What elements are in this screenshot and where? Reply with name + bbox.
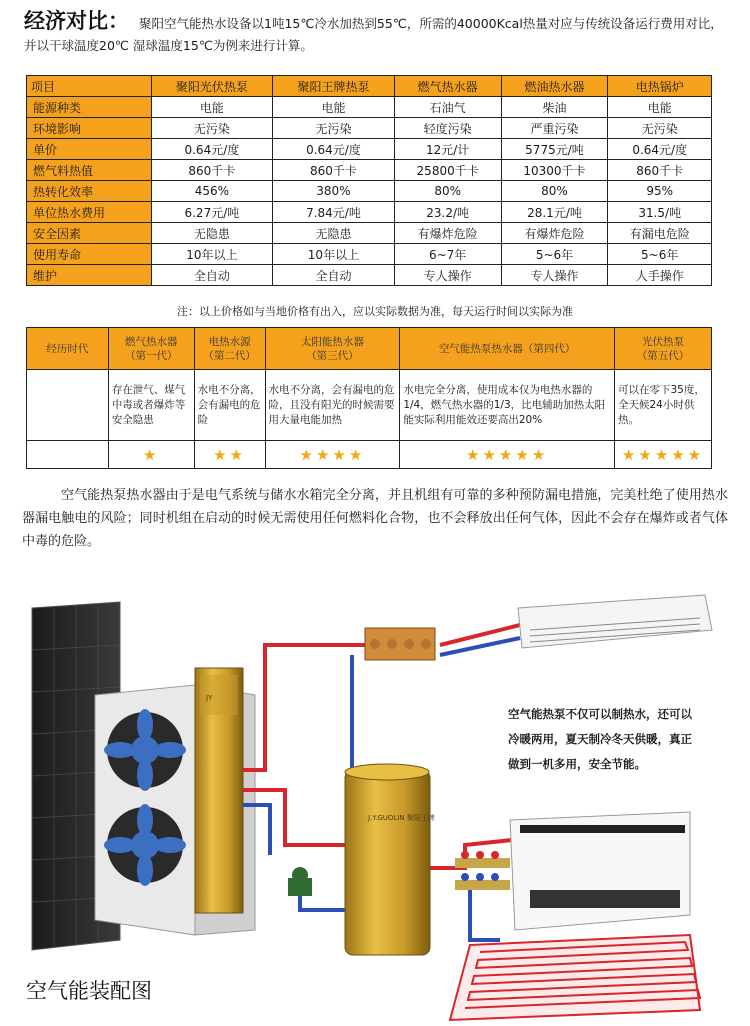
table-cell: 无污染 bbox=[608, 118, 712, 139]
table-cell: 31.5/吨 bbox=[608, 202, 712, 223]
table-cell: 0.64元/度 bbox=[151, 139, 273, 160]
table-cell: 25800千卡 bbox=[394, 160, 501, 181]
generation-header-row bbox=[27, 328, 712, 370]
generation-header bbox=[400, 328, 615, 370]
wall-fan-coil-icon bbox=[510, 812, 690, 930]
table-cell: 7.84元/吨 bbox=[273, 202, 395, 223]
era-header: 经历时代 bbox=[27, 328, 109, 370]
table-row bbox=[27, 202, 712, 223]
table-cell: 6~7年 bbox=[394, 244, 501, 265]
manifold-top-icon bbox=[365, 628, 435, 660]
table-cell: 无隐患 bbox=[273, 223, 395, 244]
table-row bbox=[27, 223, 712, 244]
generation-number: （第三代） bbox=[306, 349, 359, 362]
circulation-pump-icon bbox=[288, 867, 312, 896]
table-cell: 80% bbox=[501, 181, 608, 202]
table-cell: 10年以上 bbox=[273, 244, 395, 265]
row-label: 热转化效率 bbox=[27, 181, 152, 202]
table-cell: 无污染 bbox=[151, 118, 273, 139]
table-cell: 严重污染 bbox=[501, 118, 608, 139]
table-row bbox=[27, 160, 712, 181]
table-cell: 6.27元/吨 bbox=[151, 202, 273, 223]
column-header: 聚阳王牌热泵 bbox=[273, 76, 395, 97]
intro-text: 聚阳空气能热水设备以1吨15℃冷水加热到55℃，所需的40000Kcal热量对应与传统设备运行费用对比，并以干球温度20℃ 湿球温度15℃为例来进行计算。 bbox=[24, 16, 723, 53]
table-cell: 860千卡 bbox=[151, 160, 273, 181]
unit-brand-label: JY bbox=[206, 694, 213, 702]
diagram-callout: 空气能热泵不仅可以制热水，还可以冷暖两用，夏天制冷冬天供暖，真正做到一机多用，安全节能。 bbox=[508, 707, 692, 771]
column-header: 燃油热水器 bbox=[501, 76, 608, 97]
column-header: 项目 bbox=[27, 76, 152, 97]
table-cell: 95% bbox=[608, 181, 712, 202]
star-rating-icon: ★★★★★ bbox=[400, 441, 615, 469]
row-label: 维护 bbox=[27, 265, 152, 286]
table-cell: 石油气 bbox=[394, 97, 501, 118]
empty-cell bbox=[27, 441, 109, 469]
table-row bbox=[27, 244, 712, 265]
generation-header bbox=[194, 328, 265, 370]
row-label: 单位热水费用 bbox=[27, 202, 152, 223]
generation-stars-row bbox=[27, 441, 712, 469]
row-label: 安全因素 bbox=[27, 223, 152, 244]
table-cell: 860千卡 bbox=[273, 160, 395, 181]
water-tank-icon bbox=[345, 764, 435, 955]
table-row bbox=[27, 97, 712, 118]
section-heading: 经济对比： bbox=[24, 9, 129, 33]
generation-number: （第一代） bbox=[124, 349, 178, 362]
column-header: 燃气热水器 bbox=[394, 76, 501, 97]
table-cell: 80% bbox=[394, 181, 501, 202]
table-cell: 28.1元/吨 bbox=[501, 202, 608, 223]
generation-description: 存在泄气、煤气中毒或者爆炸等安全隐患 bbox=[108, 370, 194, 441]
cost-comparison-table bbox=[26, 75, 712, 286]
star-rating-icon: ★ bbox=[108, 441, 194, 469]
heat-pump-main-unit-icon bbox=[195, 668, 243, 913]
generation-header bbox=[614, 328, 711, 370]
table-cell: 5~6年 bbox=[501, 244, 608, 265]
ceiling-fan-coil-icon bbox=[518, 595, 712, 648]
table-row bbox=[27, 139, 712, 160]
table-row bbox=[27, 265, 712, 286]
generation-description: 水电不分离，会有漏电的危险 bbox=[194, 370, 265, 441]
generation-title: 空气能热泵热水器（第四代） bbox=[438, 342, 576, 355]
generation-table bbox=[26, 327, 712, 469]
table-cell: 10300千卡 bbox=[501, 160, 608, 181]
body-paragraph: 空气能热泵热水器由于是电气系统与储水水箱完全分离，并且机组有可靠的多种预防漏电措施，完美杜绝了使用热水器漏电触电的风险；同时机组在启动的时候无需使用任何燃料化合物，也不会释放出任何气体，因此不会存在爆炸或者气体中毒的危险。 bbox=[22, 488, 728, 549]
table-header-row bbox=[27, 76, 712, 97]
assembly-illustration bbox=[0, 590, 750, 1022]
table-cell: 860千卡 bbox=[608, 160, 712, 181]
column-header: 聚阳光伏热泵 bbox=[151, 76, 273, 97]
row-label: 使用寿命 bbox=[27, 244, 152, 265]
table-cell: 电能 bbox=[151, 97, 273, 118]
row-label: 单价 bbox=[27, 139, 152, 160]
table-cell: 无污染 bbox=[273, 118, 395, 139]
table-cell: 专人操作 bbox=[394, 265, 501, 286]
intro-section bbox=[24, 10, 730, 57]
empty-cell bbox=[27, 370, 109, 441]
table-cell: 23.2/吨 bbox=[394, 202, 501, 223]
table-cell: 有爆炸危险 bbox=[394, 223, 501, 244]
table-cell: 12元/计 bbox=[394, 139, 501, 160]
row-label: 能源种类 bbox=[27, 97, 152, 118]
floor-manifold-icon bbox=[455, 851, 510, 890]
table-cell: 0.64元/度 bbox=[273, 139, 395, 160]
table-cell: 电能 bbox=[273, 97, 395, 118]
table-cell: 456% bbox=[151, 181, 273, 202]
table-cell: 柴油 bbox=[501, 97, 608, 118]
table-cell: 电能 bbox=[608, 97, 712, 118]
generation-title: 电热水源 bbox=[208, 335, 251, 348]
generation-header bbox=[265, 328, 400, 370]
row-label: 环境影响 bbox=[27, 118, 152, 139]
generation-number: （第五代） bbox=[636, 349, 690, 362]
generation-title: 燃气热水器 bbox=[124, 335, 178, 348]
table-cell: 10年以上 bbox=[151, 244, 273, 265]
table-cell: 无隐患 bbox=[151, 223, 273, 244]
generation-header bbox=[108, 328, 194, 370]
diagram-caption: 空气能装配图 bbox=[26, 979, 152, 1003]
table-cell: 全自动 bbox=[151, 265, 273, 286]
generation-title: 光伏热泵 bbox=[641, 335, 684, 348]
generation-description: 可以在零下35度，全天候24小时供热。 bbox=[614, 370, 711, 441]
table-cell: 0.64元/度 bbox=[608, 139, 712, 160]
table-cell: 5~6年 bbox=[608, 244, 712, 265]
table-cell: 全自动 bbox=[273, 265, 395, 286]
table-cell: 有爆炸危险 bbox=[501, 223, 608, 244]
table-cell: 专人操作 bbox=[501, 265, 608, 286]
generation-description: 水电不分离，会有漏电的危险，且没有阳光的时候需要用大量电能加热 bbox=[265, 370, 400, 441]
installation-diagram bbox=[0, 590, 750, 1022]
table-cell: 轻度污染 bbox=[394, 118, 501, 139]
generation-desc-row bbox=[27, 370, 712, 441]
generation-description: 水电完全分离，使用成本仅为电热水器的1/4，燃气热水器的1/3，比电辅助加热太阳能实际利用能效还要高出20% bbox=[400, 370, 615, 441]
table-row bbox=[27, 181, 712, 202]
column-header: 电热锅炉 bbox=[608, 76, 712, 97]
floor-heating-icon bbox=[450, 935, 700, 1020]
table-row bbox=[27, 118, 712, 139]
star-rating-icon: ★★ bbox=[194, 441, 265, 469]
table-cell: 人手操作 bbox=[608, 265, 712, 286]
table-cell: 有漏电危险 bbox=[608, 223, 712, 244]
price-note: 注：以上价格如与当地价格有出入，应以实际数据为准，每天运行时间以实际为准 bbox=[177, 305, 573, 318]
table-cell: 5775元/吨 bbox=[501, 139, 608, 160]
generation-number: （第二代） bbox=[203, 349, 256, 362]
star-rating-icon: ★★★★★ bbox=[614, 441, 711, 469]
table-cell: 380% bbox=[273, 181, 395, 202]
tank-brand-label: J.Y.GUOLIN 聚阳王牌 bbox=[368, 814, 435, 822]
row-label: 燃气料热值 bbox=[27, 160, 152, 181]
star-rating-icon: ★★★★ bbox=[265, 441, 400, 469]
generation-title: 太阳能热水器 bbox=[300, 335, 364, 348]
